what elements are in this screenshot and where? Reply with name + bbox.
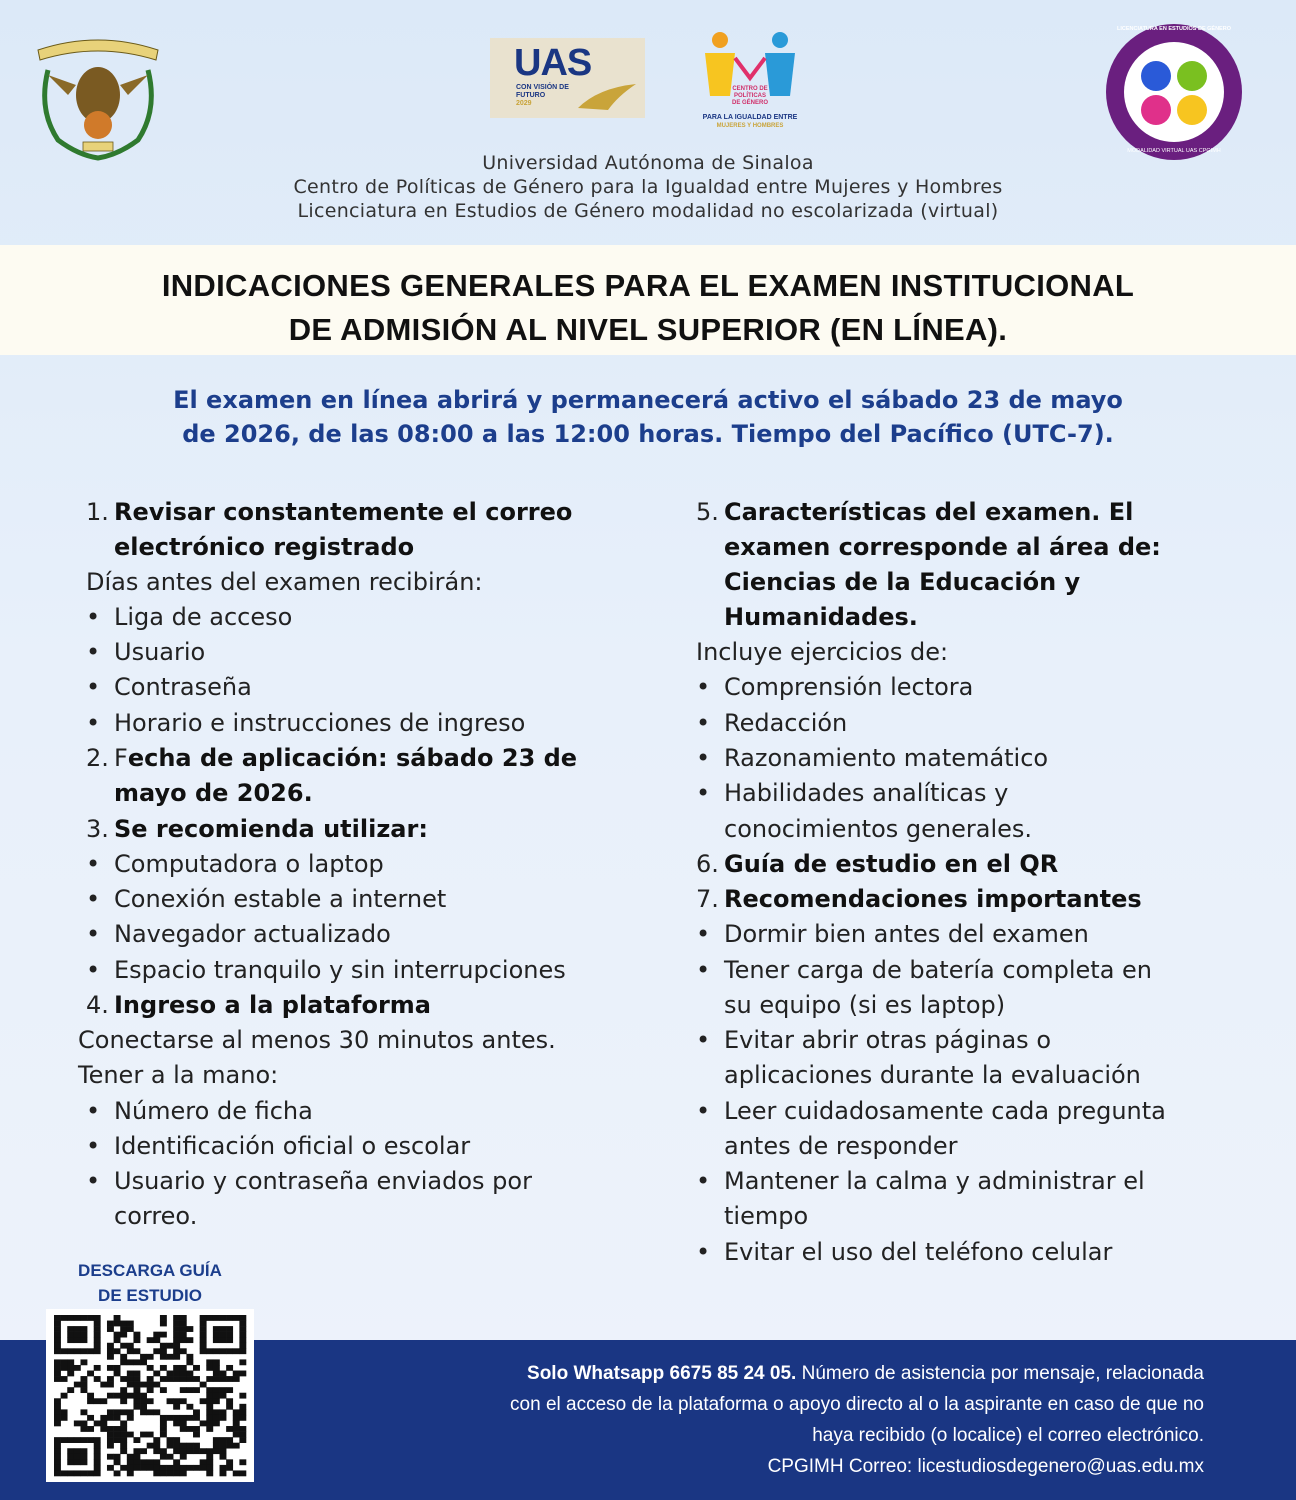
hands-circle-icon bbox=[1088, 22, 1260, 162]
section-7-title: Recomendaciones importantes bbox=[724, 885, 1142, 913]
centro-politicas-logo bbox=[690, 28, 810, 133]
list-item: Dormir bien antes del examen bbox=[724, 920, 1089, 948]
section-4-text-1: Conectarse al menos 30 minutos antes. bbox=[78, 1026, 556, 1054]
section-2-title-l1 bbox=[114, 741, 577, 776]
centro-line3: DE GÉNERO bbox=[731, 100, 768, 106]
list-item: Identificación oficial o escolar bbox=[114, 1132, 471, 1160]
header-university: Universidad Autónoma de Sinaloa bbox=[482, 152, 814, 174]
section-2-title-l2: mayo de 2026. bbox=[114, 779, 313, 807]
section-4-number: 4. bbox=[86, 991, 109, 1019]
section-1-text: Días antes del examen recibirán: bbox=[86, 568, 483, 596]
qr-title-line-2: DE ESTUDIO bbox=[98, 1286, 202, 1305]
section-5-title-l4: Humanidades. bbox=[724, 603, 918, 631]
section-5-number: 5. bbox=[696, 498, 719, 526]
section-5-title-l3: Ciencias de la Educación y bbox=[724, 568, 1081, 596]
list-item-continuation: su equipo (si es laptop) bbox=[724, 991, 1006, 1019]
footer-line-3: haya recibido (o localice) el correo electrónico. bbox=[812, 1425, 1204, 1446]
header-centro: Centro de Políticas de Género para la Igualdad entre Mujeres y Hombres bbox=[293, 176, 1003, 198]
bullet: • bbox=[696, 709, 711, 737]
list-item: Usuario bbox=[114, 638, 206, 666]
bullet: • bbox=[696, 1026, 711, 1054]
section-5-title-l2: examen corresponde al área de: bbox=[724, 533, 1161, 561]
uas-futuro-sub1: CON VISIÓN DE bbox=[516, 84, 569, 91]
section-2-title-rest: echa de aplicación: sábado 23 de bbox=[127, 744, 578, 772]
list-item: Computadora o laptop bbox=[114, 850, 384, 878]
licenciatura-logo bbox=[1088, 22, 1260, 162]
section-3-number: 3. bbox=[86, 815, 109, 843]
footer-line-1 bbox=[527, 1363, 1204, 1385]
header-licenciatura: Licenciatura en Estudios de Género modalidad no escolarizada (virtual) bbox=[297, 200, 999, 222]
bullet: • bbox=[696, 1167, 711, 1195]
section-4-text-2: Tener a la mano: bbox=[78, 1061, 279, 1089]
bullet: • bbox=[696, 779, 711, 807]
bullet: • bbox=[86, 1132, 101, 1160]
uas-futuro-sub2: FUTURO bbox=[516, 92, 546, 99]
list-item: Navegador actualizado bbox=[114, 920, 391, 948]
title-line-2: DE ADMISIÓN AL NIVEL SUPERIOR (EN LÍNEA). bbox=[288, 312, 1008, 347]
footer-line-1-rest: Número de asistencia por mensaje, relacionada bbox=[796, 1363, 1204, 1384]
list-item-continuation: tiempo bbox=[724, 1202, 809, 1230]
bullet: • bbox=[86, 673, 101, 701]
list-item: Redacción bbox=[724, 709, 848, 737]
list-item-continuation: conocimientos generales. bbox=[724, 815, 1033, 843]
list-item-continuation: antes de responder bbox=[724, 1132, 958, 1160]
uas-futuro-main: UAS bbox=[514, 42, 592, 84]
list-item-continuation: aplicaciones durante la evaluación bbox=[724, 1061, 1141, 1089]
uas-seal-logo bbox=[28, 30, 168, 165]
bullet: • bbox=[86, 956, 101, 984]
section-1-title-l1: Revisar constantemente el correo bbox=[114, 498, 573, 526]
list-item: Tener carga de batería completa en bbox=[724, 956, 1153, 984]
uas-futuro-logo bbox=[490, 38, 645, 118]
list-item: Número de ficha bbox=[114, 1097, 313, 1125]
licenciatura-arc-top: LICENCIATURA EN ESTUDIOS DE GÉNERO bbox=[1117, 26, 1231, 32]
list-item: Leer cuidadosamente cada pregunta bbox=[724, 1097, 1166, 1125]
list-item: Conexión estable a internet bbox=[114, 885, 447, 913]
section-2-number: 2. bbox=[86, 744, 109, 772]
list-item: Habilidades analíticas y bbox=[724, 779, 1009, 807]
bullet: • bbox=[86, 638, 101, 666]
bullet: • bbox=[696, 673, 711, 701]
section-2-initial: F bbox=[114, 744, 128, 772]
qr-code-icon bbox=[46, 1309, 254, 1482]
list-item: Evitar el uso del teléfono celular bbox=[724, 1238, 1113, 1266]
title-line-1: INDICACIONES GENERALES PARA EL EXAMEN INSTITUCIONAL bbox=[161, 268, 1135, 303]
bullet: • bbox=[86, 850, 101, 878]
intro-line-2: de 2026, de las 08:00 a las 12:00 horas. Tiempo del Pacífico (UTC-7). bbox=[182, 420, 1114, 448]
uas-futuro-sub3: 2029 bbox=[516, 100, 532, 107]
list-item: Evitar abrir otras páginas o bbox=[724, 1026, 1051, 1054]
uas-seal-icon bbox=[28, 30, 168, 165]
centro-line1: CENTRO DE bbox=[732, 86, 768, 92]
bullet: • bbox=[86, 1097, 101, 1125]
centro-line2: POLÍTICAS bbox=[733, 93, 766, 99]
bullet: • bbox=[86, 920, 101, 948]
section-5-text: Incluye ejercicios de: bbox=[696, 638, 949, 666]
footer-email: CPGIMH Correo: licestudiosdegenero@uas.edu.mx bbox=[767, 1456, 1204, 1477]
section-1-title-l2: electrónico registrado bbox=[114, 533, 415, 561]
list-item: Horario e instrucciones de ingreso bbox=[114, 709, 526, 737]
qr-title-line-1: DESCARGA GUÍA bbox=[78, 1261, 222, 1280]
qr-code[interactable] bbox=[46, 1309, 254, 1482]
intro-line-1: El examen en línea abrirá y permanecerá activo el sábado 23 de mayo bbox=[173, 386, 1123, 414]
bullet: • bbox=[696, 1238, 711, 1266]
bullet: • bbox=[86, 1167, 101, 1195]
bullet: • bbox=[696, 744, 711, 772]
list-item: Usuario y contraseña enviados por bbox=[114, 1167, 532, 1195]
list-item-continuation: correo. bbox=[114, 1202, 198, 1230]
licenciatura-arc-bottom: MODALIDAD VIRTUAL UAS CPGIMH bbox=[1127, 148, 1221, 154]
list-item: Mantener la calma y administrar el bbox=[724, 1167, 1145, 1195]
section-7-number: 7. bbox=[696, 885, 719, 913]
bullet: • bbox=[86, 709, 101, 737]
section-3-title: Se recomienda utilizar: bbox=[114, 815, 428, 843]
list-item: Liga de acceso bbox=[114, 603, 293, 631]
bullet: • bbox=[696, 956, 711, 984]
eagle-wing-icon bbox=[578, 78, 638, 112]
whatsapp-number: Solo Whatsapp 6675 85 24 05. bbox=[527, 1363, 797, 1384]
bullet: • bbox=[696, 1097, 711, 1125]
list-item: Razonamiento matemático bbox=[724, 744, 1049, 772]
bullet: • bbox=[86, 603, 101, 631]
section-6-number: 6. bbox=[696, 850, 719, 878]
section-1-number: 1. bbox=[86, 498, 109, 526]
list-item: Contraseña bbox=[114, 673, 252, 701]
footer-line-2: con el acceso de la plataforma o apoyo directo al o la aspirante en caso de que no bbox=[510, 1394, 1204, 1415]
list-item: Espacio tranquilo y sin interrupciones bbox=[114, 956, 566, 984]
section-6-title: Guía de estudio en el QR bbox=[724, 850, 1059, 878]
centro-line4: PARA LA IGUALDAD ENTRE bbox=[702, 114, 798, 121]
centro-line5: MUJERES Y HOMBRES bbox=[716, 123, 784, 129]
bullet: • bbox=[86, 885, 101, 913]
section-5-title-l1: Características del examen. El bbox=[724, 498, 1134, 526]
section-4-title: Ingreso a la plataforma bbox=[114, 991, 432, 1019]
bullet: • bbox=[696, 920, 711, 948]
list-item: Comprensión lectora bbox=[724, 673, 974, 701]
